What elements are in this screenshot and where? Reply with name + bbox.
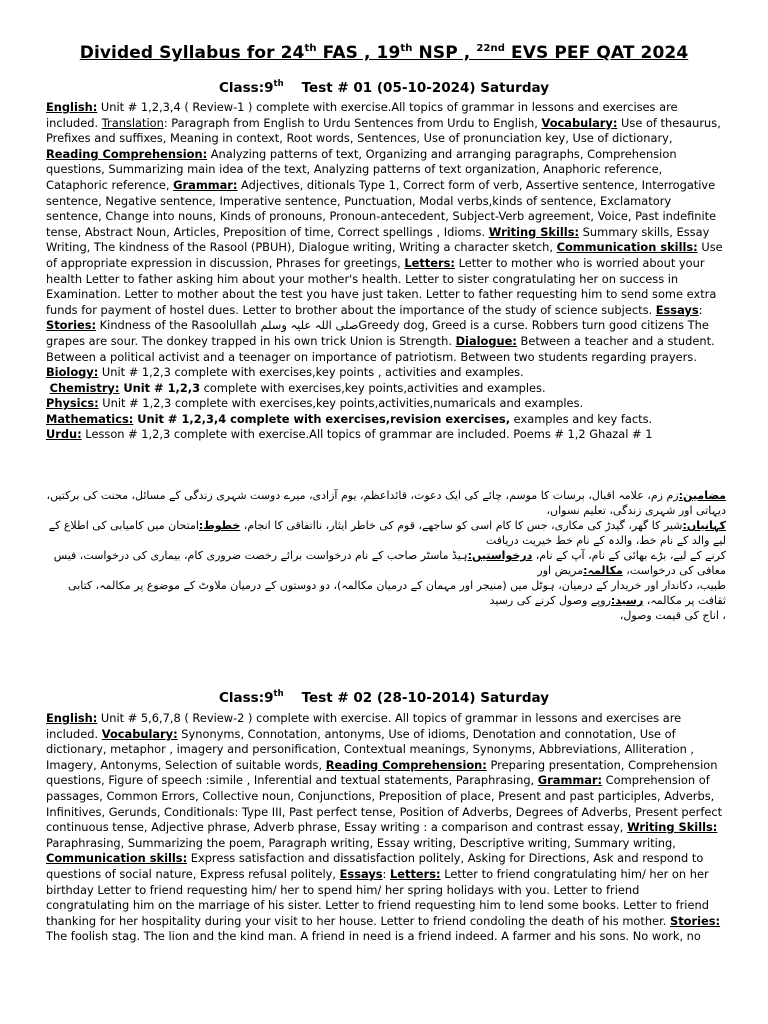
urdu-line-5: ، اناج کی قیمت وصول، xyxy=(619,609,726,622)
urdu-line-1: مضامین:زم زم، علامہ اقبال، برسات کا موسم، چائے کی ایک دعوت، قائداعظم، یوم آزادی، میرے دوست شہری زندگی کے مسائل، محنت کی برکتیں، دیہاتی اور شہری زندگی، تعلیم نسواں، xyxy=(46,489,726,517)
test1-chemistry-line: Chemistry: Unit # 1,2,3 complete with exercises,key points,activities and examples. xyxy=(49,380,546,395)
urdu-line-3: کرنے کے لیے، بڑے بھائی کے نام، آپ کے نام، درخواستیں:ہیڈ ماسٹر صاحب کے نام درخواست برائے رخصت ضروری کام، بیماری کی درخواست، فیس معافی کی درخواست، مکالمہ:مریض اور xyxy=(53,549,726,577)
test1-math-line: Mathematics: Unit # 1,2,3,4 complete with exercises,revision exercises, examples and key facts. xyxy=(46,411,653,426)
test1-urdu-line: Urdu: Lesson # 1,2,3 complete with exercise.All topics of grammar are included. Poems # 1,2 Ghazal # 1 xyxy=(46,427,653,442)
test2-english-paragraph: English: Unit # 5,6,7,8 ( Review-2 ) complete with exercise. All topics of grammar in lessons and exercises are included. Vocabulary: Synonyms, Connotation, antonyms, Use of idioms, Denotation and connotation, Use of dictionary, metaphor , imagery and personification, Contextual meanings, Synonyms, Abbreviations, Alliteration , Imagery, Antonyms, Selection of suitable words, Reading Comprehension: Preparing presentation, Comprehension questions, Figure of speech :simile , Inferential and textual statements, Paraphrasing, Grammar: Comprehension of passages, Common Errors, Collective noun, Conjunctions, Preposition of place, Present and past participles, Adverbs, Infinitives, Gerunds, Conditionals: Type III, Past perfect tense, Position of Adverbs, Degrees of Adverbs, Present perfect continuous tense, Adjective phrase, Adverb phrase, Essay writing : a comparison and contrast essay, Writing Skills: Paraphrasing, Summarizing the poem, Paragraph writing, Essay writing, Descriptive writing, Summary writing, Communication skills: Express satisfaction and dissatisfaction politely, Asking for Directions, Ask and respond to questions of social nature, Express refusal politely, Essays: Letters: Letter to friend congratulating him/ her on her birthday Letter to friend requesting him/ her to spend him/ her spring holidays with you. Letter to friend congratulating him on the marriage of his sister. Letter to friend requesting him to lend some books. Letter to friend thanking for her hospitality during your visit to her house. Letter to friend condoling the death of his mother. Stories: The foolish stag. The lion and the kind man. A friend in need is a friend indeed. A farmer and his sons. No work, no xyxy=(46,711,723,944)
test1-biology-line: Biology: Unit # 1,2,3 complete with exercises,key points , activities and examples. xyxy=(46,365,524,380)
test1-english-paragraph: English: Unit # 1,2,3,4 ( Review-1 ) complete with exercise.All topics of grammar in lessons and exercises are included. Translation: Paragraph from English to Urdu Sentences from Urdu to English, Vocabulary: Use of thesaurus, Prefixes and suffixes, Meaning in context, Root words, Sentences, Use of pronunciation key, Use of dictionary, Reading Comprehension: Analyzing patterns of text, Organizing and arranging paragraphs, Comprehension questions, Summarizing main idea of the text, Analyzing patterns of text organization, Anaphoric reference, Cataphoric reference, Grammar: Adjectives, ditionals Type 1, Correct form of verb, Assertive sentence, Interrogative sentence, Negative sentence, Imperative sentence, Punctuation, Modal verbs,kinds of sentence, Exclamatory sentence, Change into nouns, Kinds of pronouns, Pronoun-antecedent, Subject-Verb agreement, Voice, Past indefinite tense, Abstract Noun, Articles, Preposition of time, Correct spellings , Idioms. Writing Skills: Summary skills, Essay Writing, The kindness of the Rasool (PBUH), Dialogue writing, Writing a character sketch, Communication skills: Use of appropriate expression in discussion, Phrases for greetings, Letters: Letter to mother who is worried about your health Letter to father asking him about your mother's health. Letter to sister congratulating her on success in Examination. Letter to mother about the test you have just taken. Letter to father requesting him to send some extra funds for payment of hostel dues. Letter to brother about the importance of the study of science subjects. Essays: Stories: Kindness of the Rasoolullah صلی اللہ علیہ وسلمGreedy dog, Greed is a curse. Robbers turn good citizens The grapes are sour. The donkey trapped in his own trick Union is Strength. Dialogue: Between a teacher and a student. Between a political activist and a teenager on importance of patriotism. Between two students regarding prayers. xyxy=(46,100,723,364)
test1-heading: Class:9th Test # 01 (05-10-2024) Saturday xyxy=(218,79,549,96)
test1-urdu-syllabus xyxy=(46,488,726,630)
test1-syllabus xyxy=(46,100,726,443)
urdu-line-2: کہانیاں:شیر کا گھر، گیدڑ کی مکاری، جس کا کام اسی کو ساجھے، قوم کی خاطر ایثار، نااتفاقی کا انجام، خطوط:امتحان میں کامیابی کی اطلاع کے لیے والد کے نام خط، والدہ کے نام خط خیریت دریافت xyxy=(48,519,726,547)
test2-heading: Class:9th Test # 02 (28-10-2014) Saturday xyxy=(218,689,549,706)
test1-physics-line: Physics: Unit # 1,2,3 complete with exercises,key points,activities,numaricals and examples. xyxy=(46,396,584,411)
document-title: Divided Syllabus for 24th FAS , 19th NSP , $^{22nd}$ EVS PEF QAT 2024 xyxy=(79,43,689,63)
test2-syllabus xyxy=(46,711,726,945)
urdu-line-4: طبیب، دکاندار اور خریدار کے درمیان، ہوٹل میں (منیجر اور مہمان کے درمیان مکالمہ)، دو دوستوں کے درمیان ملاوٹ کے موضوع پر مکالمہ، کتابی ثقافت پر مکالمہ، رسید:روپے وصول کرنے کی رسید xyxy=(68,579,726,607)
